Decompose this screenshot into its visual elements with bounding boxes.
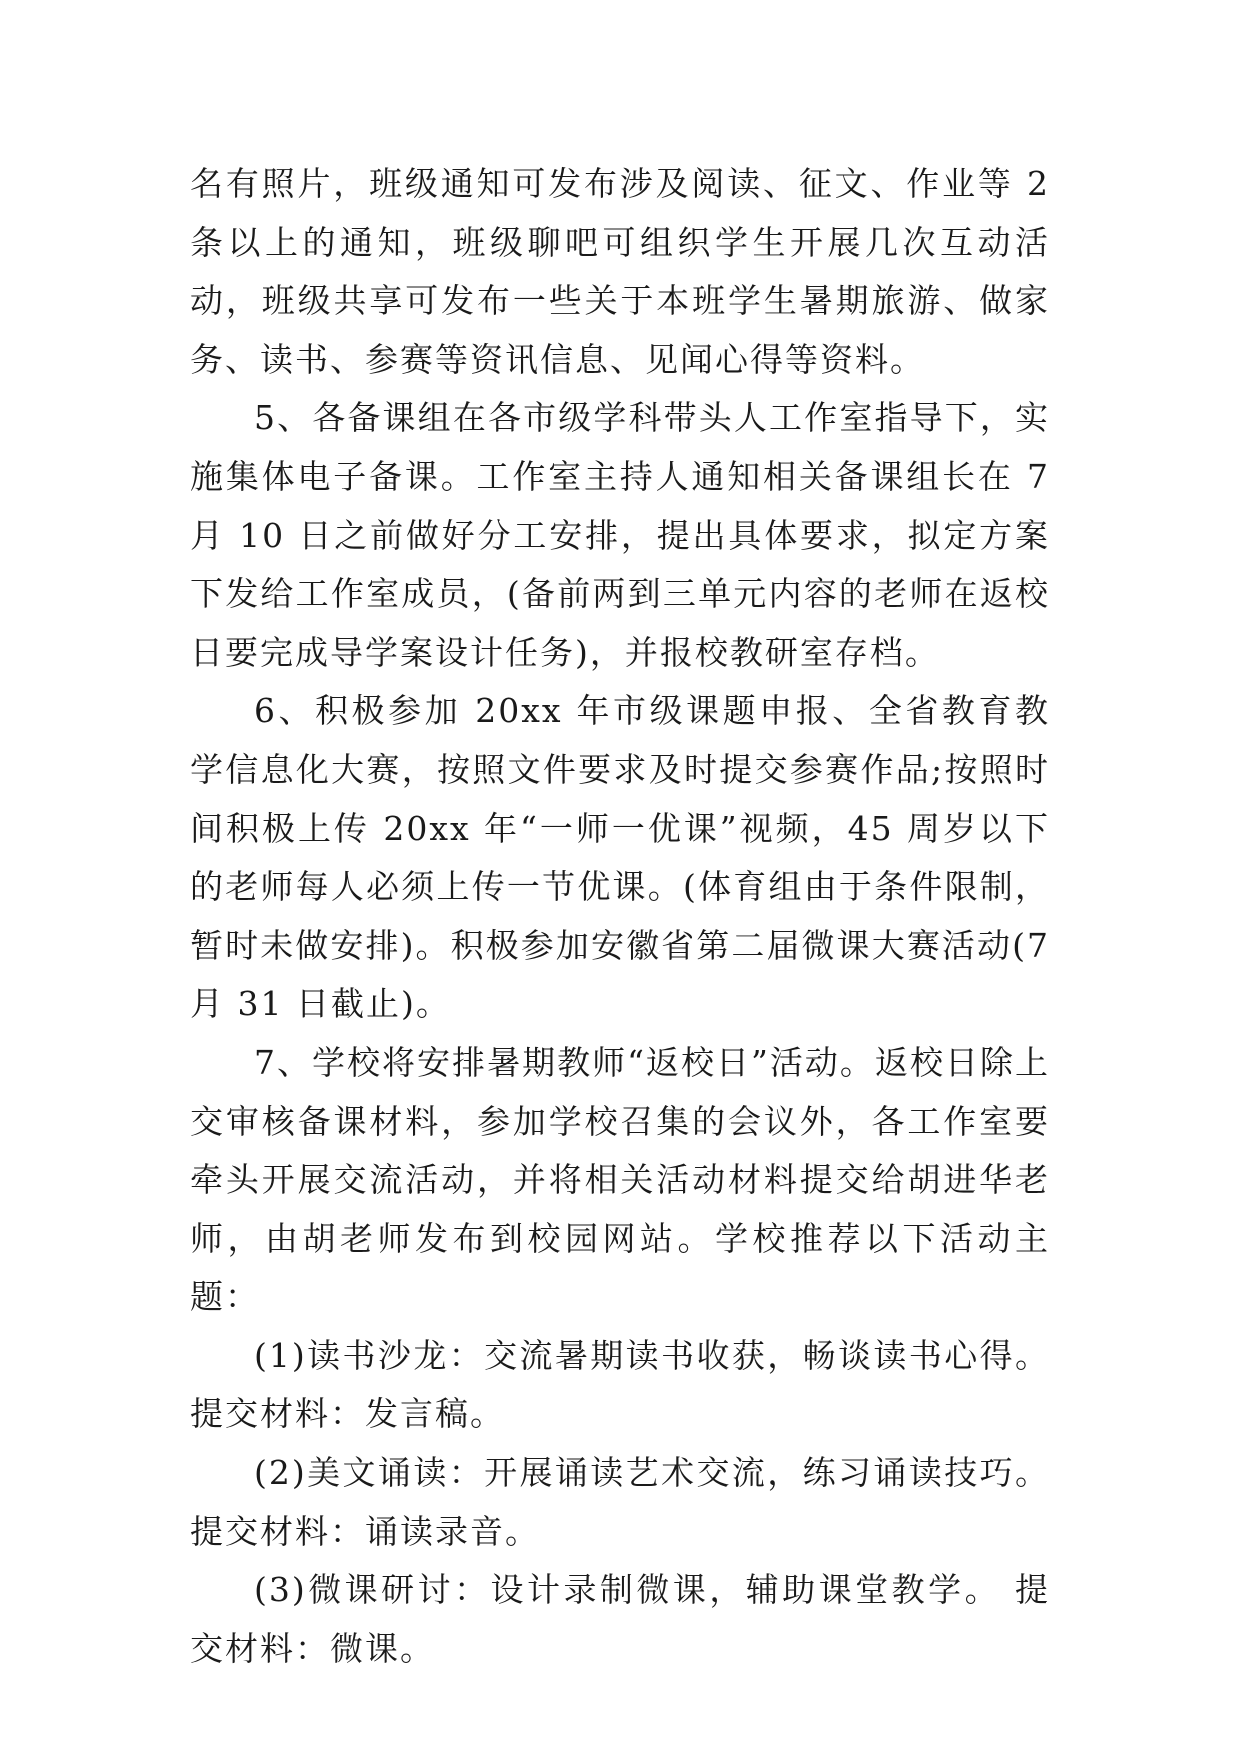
- paragraph-continuation: 名有照片，班级通知可发布涉及阅读、征文、作业等 2 条以上的通知，班级聊吧可组织学生开展几次互动活动，班级共享可发布一些关于本班学生暑期旅游、做家务、读书、参赛等资讯信息、见闻心得等资料。: [190, 164, 1050, 379]
- paragraph-item-7: 7、学校将安排暑期教师“返校日”活动。返校日除上交审核备课材料，参加学校召集的会议外，各工作室要牵头开展交流活动，并将相关活动材料提交给胡进华老师，由胡老师发布到校园网站。学校推荐以下活动主题：: [190, 1042, 1050, 1317]
- paragraph-item-6: 6、积极参加 20xx 年市级课题申报、全省教育教学信息化大赛，按照文件要求及时提交参赛作品;按照时间积极上传 20xx 年“一师一优课”视频，45 周岁以下的老师每人必须上传一节优课。(体育组由于条件限制，暂时未做安排)。积极参加安徽省第二届微课大赛活动(7 月 31 日截止)。: [190, 691, 1050, 1024]
- paragraph-sub-1: (1)读书沙龙：交流暑期读书收获，畅谈读书心得。提交材料：发言稿。: [190, 1335, 1050, 1434]
- paragraph-item-5: 5、各备课组在各市级学科带头人工作室指导下，实施集体电子备课。工作室主持人通知相关备课组长在 7 月 10 日之前做好分工安排，提出具体要求，拟定方案下发给工作室成员，(备前两到三单元内容的老师在返校日要完成导学案设计任务)，并报校教研室存档。: [190, 398, 1050, 672]
- paragraph-sub-3: (3)微课研讨：设计录制微课，辅助课堂教学。 提交材料：微课。: [190, 1570, 1050, 1668]
- paragraph-sub-2: (2)美文诵读：开展诵读艺术交流，练习诵读技巧。提交材料：诵读录音。: [190, 1453, 1050, 1551]
- document-body: [190, 155, 1050, 1678]
